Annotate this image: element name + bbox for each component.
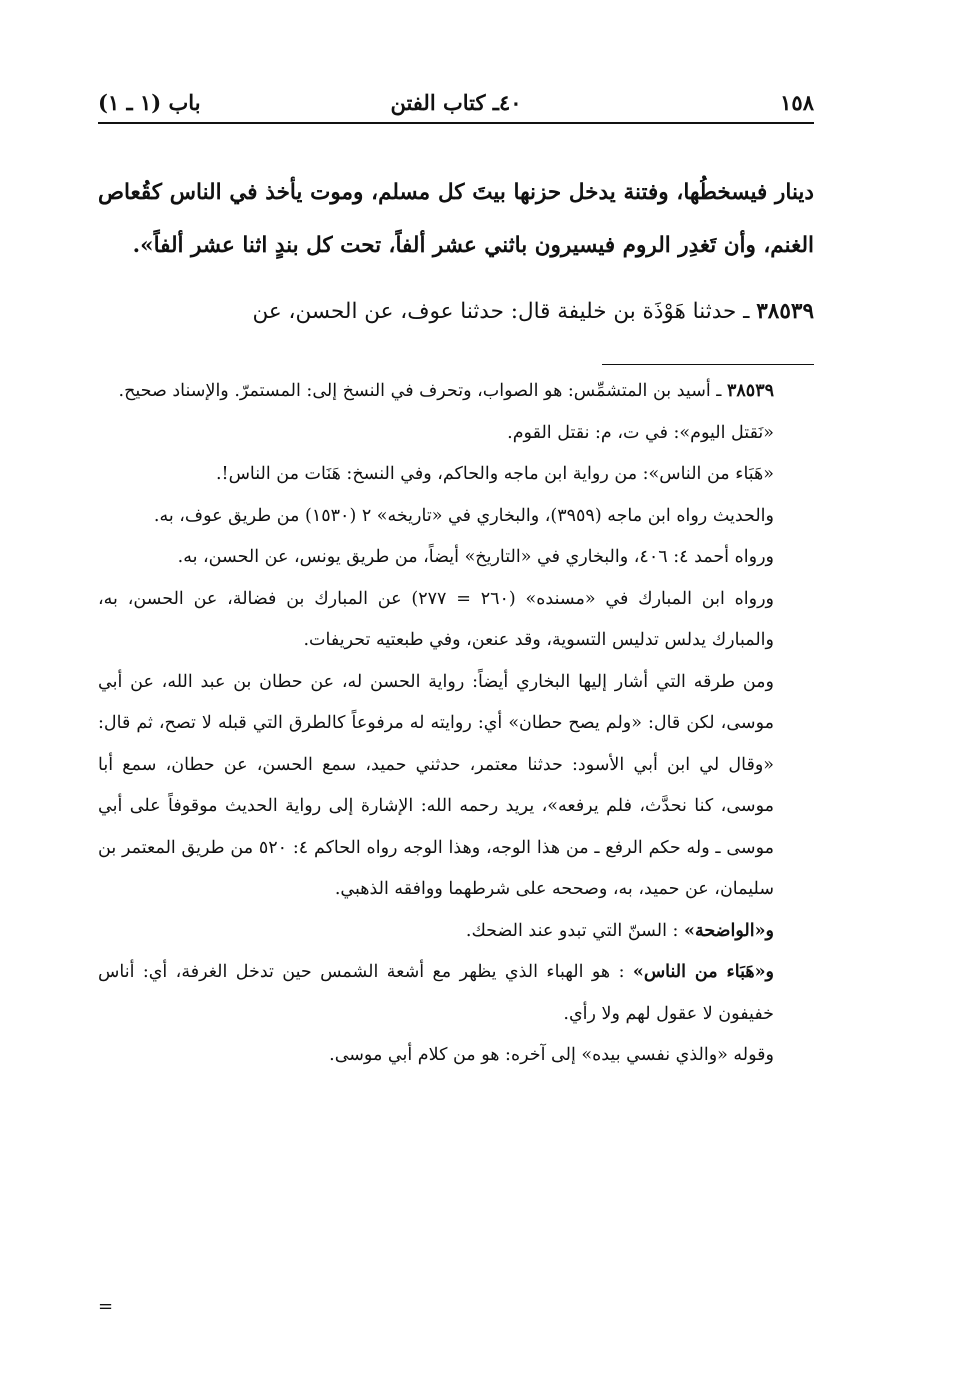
footnote-lead: و«الواضحة»	[684, 920, 774, 941]
footnote-paragraph: ومن طرقه التي أشار إليها البخاري أيضاً: رواية الحسن له، عن حطان بن عبد الله، عن أبي موسى، لكن قال: «ولم يصح حطان» أي: روايته له مرفوعاً كالطرق التي قبله لا تصح، ثم قال: «وقال لي ابن أبي الأسود: حدثنا معتمر، حدثني حميد، سمع الحسن، عن حطان، سمع أبا موسى، كنا نحدَّث، فلم يرفعه»، يريد رحمه الله: الإشارة إلى رواية الحديث موقوفاً على أبي موسى ـ وله حكم الرفع ـ من هذا الوجه، وهذا الوجه رواه الحاكم ٤: ٥٢٠ من طريق المعتمر بن سليمان، عن حميد، به، وصححه على شرطهما ووافقه الذهبي.	[98, 671, 774, 899]
hadith-number: ٣٨٥٣٩	[756, 299, 814, 324]
footnote-paragraph	[98, 371, 814, 413]
book-title: ٤٠ـ كتاب الفتن	[390, 90, 522, 115]
footnote-text: : هو الهباء الذي يظهر مع أشعة الشمس حين تدخل الغرفة، أي: أناس خفيفون لا عقول لهم ولا رأي.	[98, 962, 774, 1024]
hadith-text: ـ حدثنا هَوْذَة بن خليفة قال: حدثنا عوف، عن الحسن، عن	[252, 299, 750, 324]
footnote-paragraph: ورواه ابن المبارك في «مسنده» (٢٦٠ = ٢٧٧) عن المبارك بن فضالة، عن الحسن، به، والمبارك يدلس تدليس التسوية، وقد عنعن، وفي طبعتيه تحريفات.	[98, 588, 774, 650]
continuation-mark: =	[98, 1296, 114, 1317]
header-rule	[98, 122, 814, 124]
hadith-entry	[98, 294, 814, 330]
footnote-text: : السنّ التي تبدو عند الضحك.	[465, 920, 679, 941]
footnote-paragraph: «هَبَاء من الناس»: من رواية ابن ماجه والحاكم، وفي النسخ: هَنَات من الناس!.	[215, 464, 774, 484]
footnotes	[98, 371, 814, 1077]
footnote-paragraph: والحديث رواه ابن ماجه (٣٩٥٩)، والبخاري في «تاريخه» ٢ (١٥٣٠) من طريق عوف، به.	[153, 505, 774, 526]
footnote-paragraph: وقوله «والذي نفسي بيده» إلى آخره: هو من كلام أبي موسى.	[329, 1045, 774, 1065]
page-number: ١٥٨	[780, 90, 814, 115]
footnote-paragraph	[98, 952, 814, 1035]
footnote-paragraph: «نَقتل اليوم»: في ت، م: نقتل القوم.	[507, 422, 774, 443]
footnote-lead: و«هَبَاء من الناس»	[632, 962, 774, 982]
footnote-paragraph: ورواه أحمد ٤: ٤٠٦، والبخاري في «التاريخ» أيضاً، من طريق يونس، عن الحسن، به.	[177, 547, 774, 567]
chapter-label: باب (١ ـ ١)	[98, 90, 201, 115]
page	[98, 84, 814, 1077]
running-header	[98, 84, 814, 124]
footnote-paragraph	[98, 911, 814, 953]
footnote-text: ـ أسيد بن المتشمِّس: هو الصواب، وتحرف في النسخ إلى: المستمرّ. والإسناد صحيح.	[118, 381, 722, 401]
footnote-separator	[602, 364, 814, 365]
footnote-number: ٣٨٥٣٩	[727, 381, 774, 401]
main-text: دينار فيسخطُها، وفتنة يدخل حزنها بيتَ كل مسلم، وموت يأخذ في الناس كقُعاص الغنم، وأن تَغدِر الروم فيسيرون باثني عشر ألفاً، تحت كل بندٍ اثنا عشر ألفاً».	[98, 180, 814, 258]
